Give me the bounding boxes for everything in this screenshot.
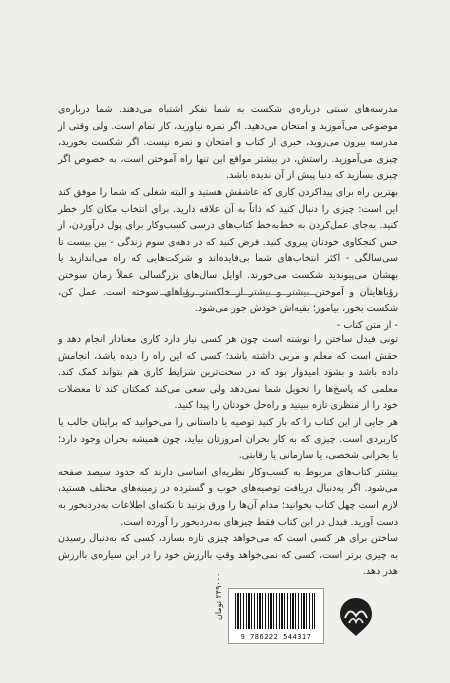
price-label: ۲۴۹۰۰۰ تومان [214,572,223,620]
description-paragraph: ساختن برای هر کسی است که می‌خواهد چیزی تازه بسازد، کسی که به‌دنبال رسیدن به چیزی برتر است، کسی که نمی‌خواهد وقتِ باارزش خود را در این سیاره‌ی باارزش هدر دهد. [58,533,398,578]
book-excerpt [58,102,398,334]
section-divider [160,294,316,295]
description-paragraph: تونی فیدل ساختن را نوشته است چون هر کسی نیاز دارد کاری معنادار انجام دهد و حقش است که معلم و مربی داشته باشد؛ کسی که این راه را دیده باشد، انجامش داده باشد و بشود امیدوار بود که در سخت‌ترین شرایط کاری هم بتواند کمک کند. معلمی که پاسخ‌ها را تحویل شما نمی‌دهد ولی سعی می‌کند کمکتان کند تا معضلات خود را از منظری تازه ببینید و راه‌حل خودتان را پیدا کنید. [58,334,398,412]
barcode-icon [228,588,324,644]
excerpt-attribution: - از متن کتاب - [336,319,398,331]
description-paragraph: بیشتر کتاب‌های مربوط به کسب‌وکار نظریه‌ای اساسی دارند که حدود سیصد صفحه می‌شود. اگر به‌دنبال دریافت توصیه‌های خوب و گسترده در زمینه‌های مختلف هستید، لازم است چهل کتاب بخوانید؛ مدام آن‌ها را ورق بزنید تا نکته‌ای اطلاعات به‌دردبخور به دست آورید. فیدل در این کتاب فقط چیزهای به‌دردبخور را آورده است. [58,466,398,528]
description-paragraph: هر جایی از این کتاب را که باز کنید توصیه یا داستانی را می‌خوانید که برایتان جالب یا کاربردی است. چیزی که به کار بحران امروزتان بیاید، چون همیشه بحران وجود دارد؛ یا بحرانی شخصی، یا سازمانی یا رقابتی. [58,416,398,462]
excerpt-paragraph: مدرسه‌های سنتی درباره‌ی شکست به شما تفکر اشتباه می‌دهند. شما درباره‌ی موضوعی می‌آموزید و امتحان می‌دهید. اگر نمره نیاورید، کار تمام است. ولی وقتی از مدرسه بیرون می‌روید، خبری از کتاب و امتحان و نمره نیست. اگر شکست بخورید، چیزی می‌آموزید. راستش، در بیشتر مواقع این تنها راه آموختن است، به خصوص اگر چیزی بسازید که دنیا پیش از آن ندیده باشد. [58,104,398,182]
barcode-bars [235,593,315,629]
publisher-logo-icon [338,596,374,638]
isbn-digits: 9 786222 544317 [240,633,312,641]
book-description [58,332,398,581]
excerpt-paragraph: بهترین راه برای پیداکردن کاری که عاشقش هستید و البته شغلی که شما را موفق کند این است: چیزی را دنبال کنید که ذاتاً به آن علاقه دارید. برای انتخاب مکان کار خطر کنید. به‌جای عمل‌کردن به خط‌به‌خط کتاب‌های درسی کسب‌وکار برای پول درآوردن، از حس کنجکاوی خودتان پیروی کنید. فرض کنید که در دهه‌ی سوم زندگی - بین بیست تا سی‌سالگی - اکثر انتخاب‌های شما بی‌فایده‌اند و شرکت‌هایی که راه می‌اندازید یا بهشان می‌پیوندید شکست می‌خورند. اوایل سال‌های بزرگسالی عملاً زمان سوختن رؤیاهایتان و آموختن بیشتر و بیشتر از خاکستر رؤیاهای سوخته است. عمل کن، شکست بخور، بیاموز؛ بقیه‌اش خودش جور می‌شود. [58,186,398,315]
